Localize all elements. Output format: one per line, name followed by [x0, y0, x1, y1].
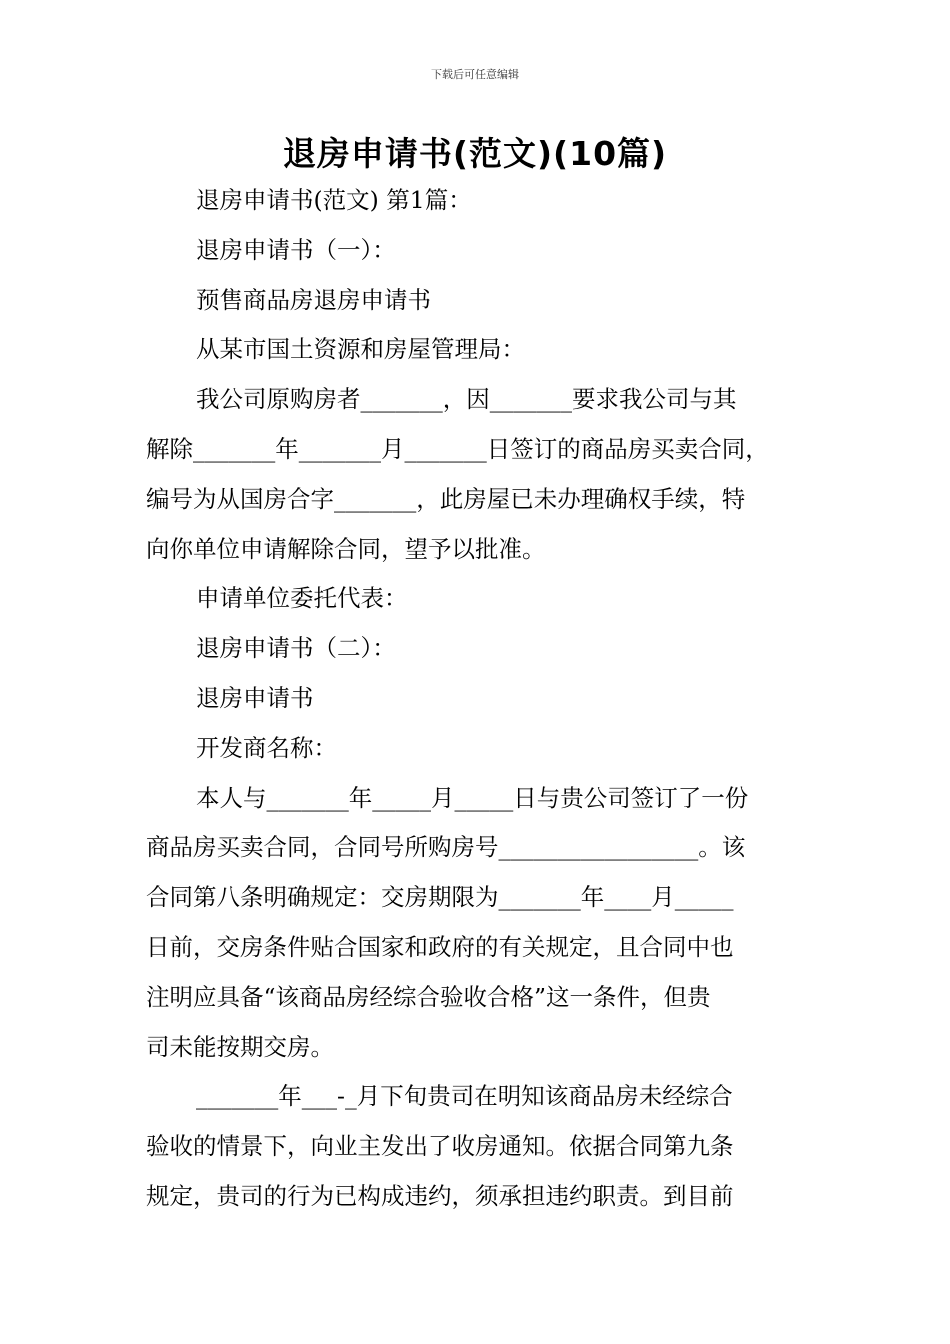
text-line: 司未能按期交房。: [146, 1032, 334, 1061]
text-line: 开发商名称：: [196, 733, 337, 762]
document-body: [146, 176, 816, 1222]
text-line: 预售商品房退房申请书: [196, 285, 431, 314]
text-line: 从某市国土资源和房屋管理局：: [196, 335, 525, 364]
text-line: 解除_______年_______月_______日签订的商品房买卖合同，: [146, 434, 769, 463]
text-line: 向你单位申请解除合同，望予以批准。: [146, 534, 546, 563]
text-line: 本人与_______年_____月_____日与贵公司签订了一份: [196, 783, 749, 812]
text-line: 编号为从国房合字_______，此房屋已未办理确权手续，特: [146, 484, 746, 513]
text-line: 验收的情景下，向业主发出了收房通知。依据合同第九条: [146, 1132, 734, 1161]
text-line: 申请单位委托代表：: [196, 584, 408, 613]
document-title: 退房申请书(范文)(10篇): [282, 134, 668, 173]
text-line: 注明应具备“该商品房经综合验收合格”这一条件，但贵: [146, 982, 711, 1011]
text-line: 退房申请书: [196, 683, 314, 712]
text-line: _______年___-_月下旬贵司在明知该商品房未经综合: [196, 1082, 733, 1111]
text-line: 退房申请书(范文) 第1篇：: [196, 186, 472, 214]
text-line: 日前，交房条件贴合国家和政府的有关规定，且合同中也: [146, 932, 734, 961]
text-line: 商品房买卖合同，合同号所购房号_________________。该: [146, 833, 746, 862]
header-note: 下载后可任意编辑: [431, 68, 519, 81]
text-line: 退房申请书（二）：: [196, 634, 396, 663]
text-line: 我公司原购房者_______，因_______要求我公司与其: [196, 385, 737, 414]
text-line: 退房申请书（一）：: [196, 235, 396, 264]
text-line: 规定，贵司的行为已构成违约，须承担违约职责。到目前: [146, 1181, 734, 1210]
text-line: 合同第八条明确规定：交房期限为_______年____月_____: [146, 883, 734, 912]
